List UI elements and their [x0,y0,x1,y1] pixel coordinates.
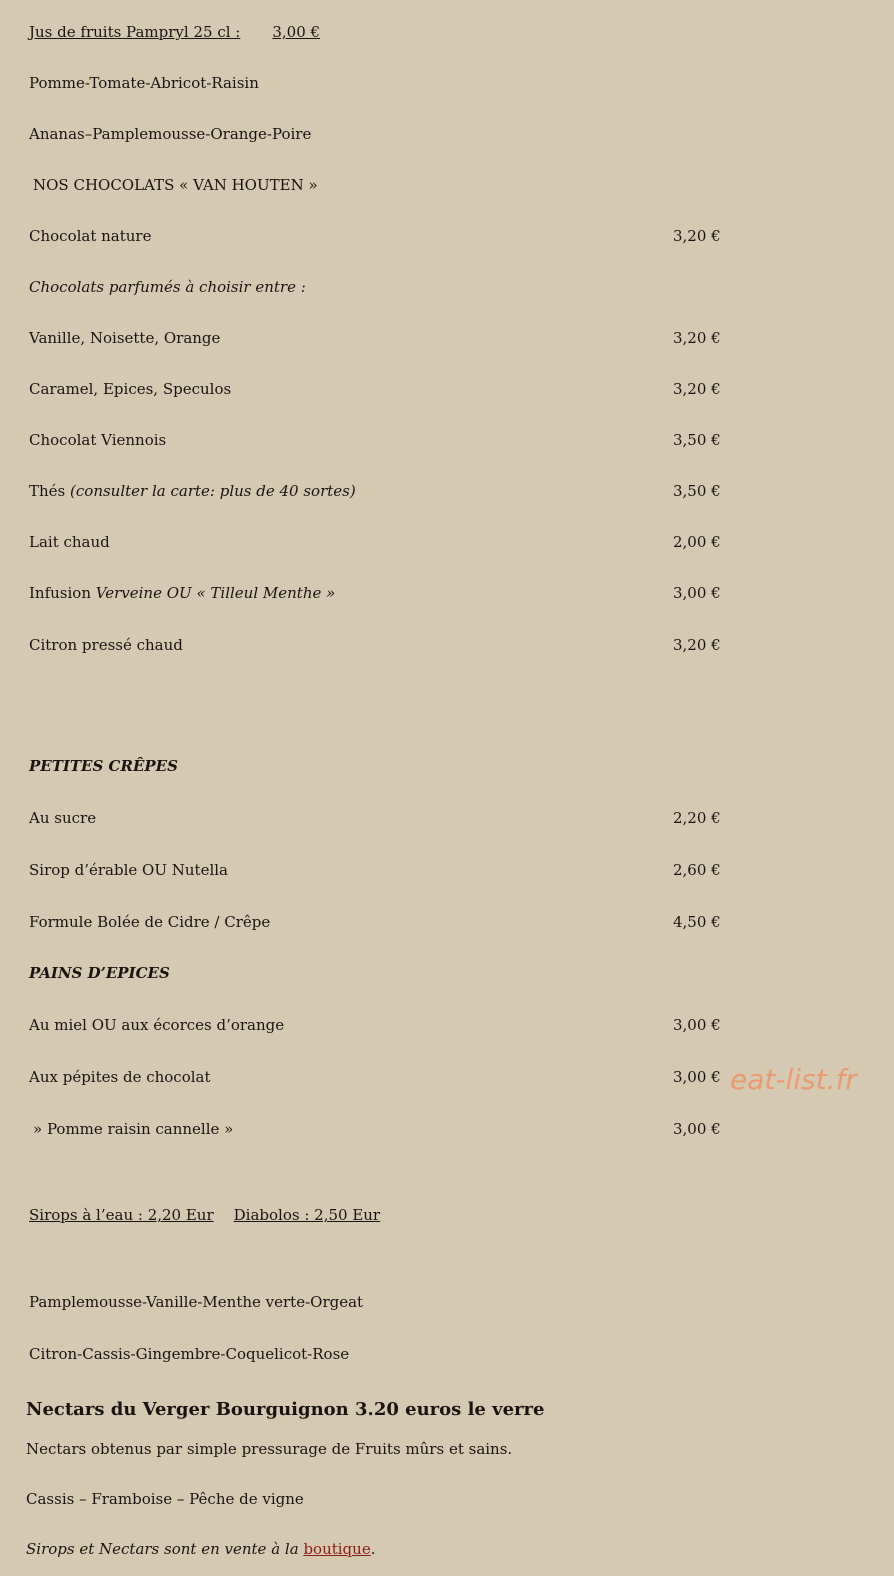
sale-end: . [370,1540,376,1558]
chocolate-item-price: 3,20 € [673,329,721,347]
infusion-note: Verveine OU « Tilleul Menthe » [95,584,336,602]
crepe-item-label: Sirop d’érable OU Nutella [29,861,228,879]
infusion-price: 3,00 € [673,584,721,602]
sale-line [26,1540,375,1558]
tea-label: Thés [29,482,66,500]
tea-price: 3,50 € [673,482,721,500]
tea-note: (consulter la carte: plus de 40 sortes) [70,482,356,500]
chocolate-choice-note: Chocolats parfumés à choisir entre : [29,278,306,296]
juices-price: 3,00 € [272,23,321,41]
gingerbread-title: PAINS D’EPICES [29,964,170,982]
chocolate-item-label: Chocolat Viennois [29,431,167,449]
milk-label: Lait chaud [29,533,110,551]
syrups-flavours-2: Citron-Cassis-Gingembre-Coquelicot-Rose [29,1345,350,1363]
syrups-flavours-1: Pamplemousse-Vanille-Menthe verte-Orgeat [29,1293,364,1311]
crepes-title: PETITES CRÊPES [29,757,178,775]
crepe-item-price: 2,60 € [673,861,721,879]
chocolates-title: NOS CHOCOLATS « VAN HOUTEN » [33,176,318,194]
lemon-label: Citron pressé chaud [29,636,183,654]
chocolate-item-price: 3,20 € [673,227,721,245]
chocolate-item-price: 3,20 € [673,380,721,398]
juices-title: Jus de fruits Pampryl 25 cl : [29,23,241,41]
juices-header [29,23,320,41]
gingerbread-item-label: Au miel OU aux écorces d’orange [29,1016,285,1034]
gingerbread-item-price: 3,00 € [673,1016,721,1034]
gingerbread-item-price: 3,00 € [673,1068,721,1086]
juices-flavours-1: Pomme-Tomate-Abricot-Raisin [29,74,259,92]
chocolate-item-label: Chocolat nature [29,227,152,245]
gingerbread-item-label: Aux pépites de chocolat [29,1068,211,1086]
syrups-header [29,1206,380,1224]
chocolate-item-label: Caramel, Epices, Speculos [29,380,232,398]
sale-text: Sirops et Nectars sont en vente à la [26,1540,299,1558]
crepe-item-label: Formule Bolée de Cidre / Crêpe [29,913,271,931]
crepe-item-price: 4,50 € [673,913,721,931]
nectars-flavours: Cassis – Framboise – Pêche de vigne [26,1490,304,1508]
boutique-link[interactable]: boutique [303,1540,371,1558]
crepe-item-label: Au sucre [29,809,97,827]
crepe-item-price: 2,20 € [673,809,721,827]
nectars-title: Nectars du Verger Bourguignon 3.20 euros le verre [26,1399,545,1420]
chocolate-item-price: 3,50 € [673,431,721,449]
syrups-water: Sirops à l’eau : 2,20 Eur [29,1206,214,1224]
nectars-description: Nectars obtenus par simple pressurage de Fruits mûrs et sains. [26,1440,513,1458]
infusion-line [29,584,335,602]
milk-price: 2,00 € [673,533,721,551]
chocolate-item-label: Vanille, Noisette, Orange [29,329,221,347]
lemon-price: 3,20 € [673,636,721,654]
watermark-text: eat-list.fr [730,1063,857,1096]
syrups-diabolos: Diabolos : 2,50 Eur [233,1206,381,1224]
gingerbread-item-label: » Pomme raisin cannelle » [33,1120,234,1138]
juices-flavours-2: Ananas–Pamplemousse-Orange-Poire [29,125,312,143]
tea-line [29,482,356,500]
infusion-label: Infusion [29,584,91,602]
gingerbread-item-price: 3,00 € [673,1120,721,1138]
